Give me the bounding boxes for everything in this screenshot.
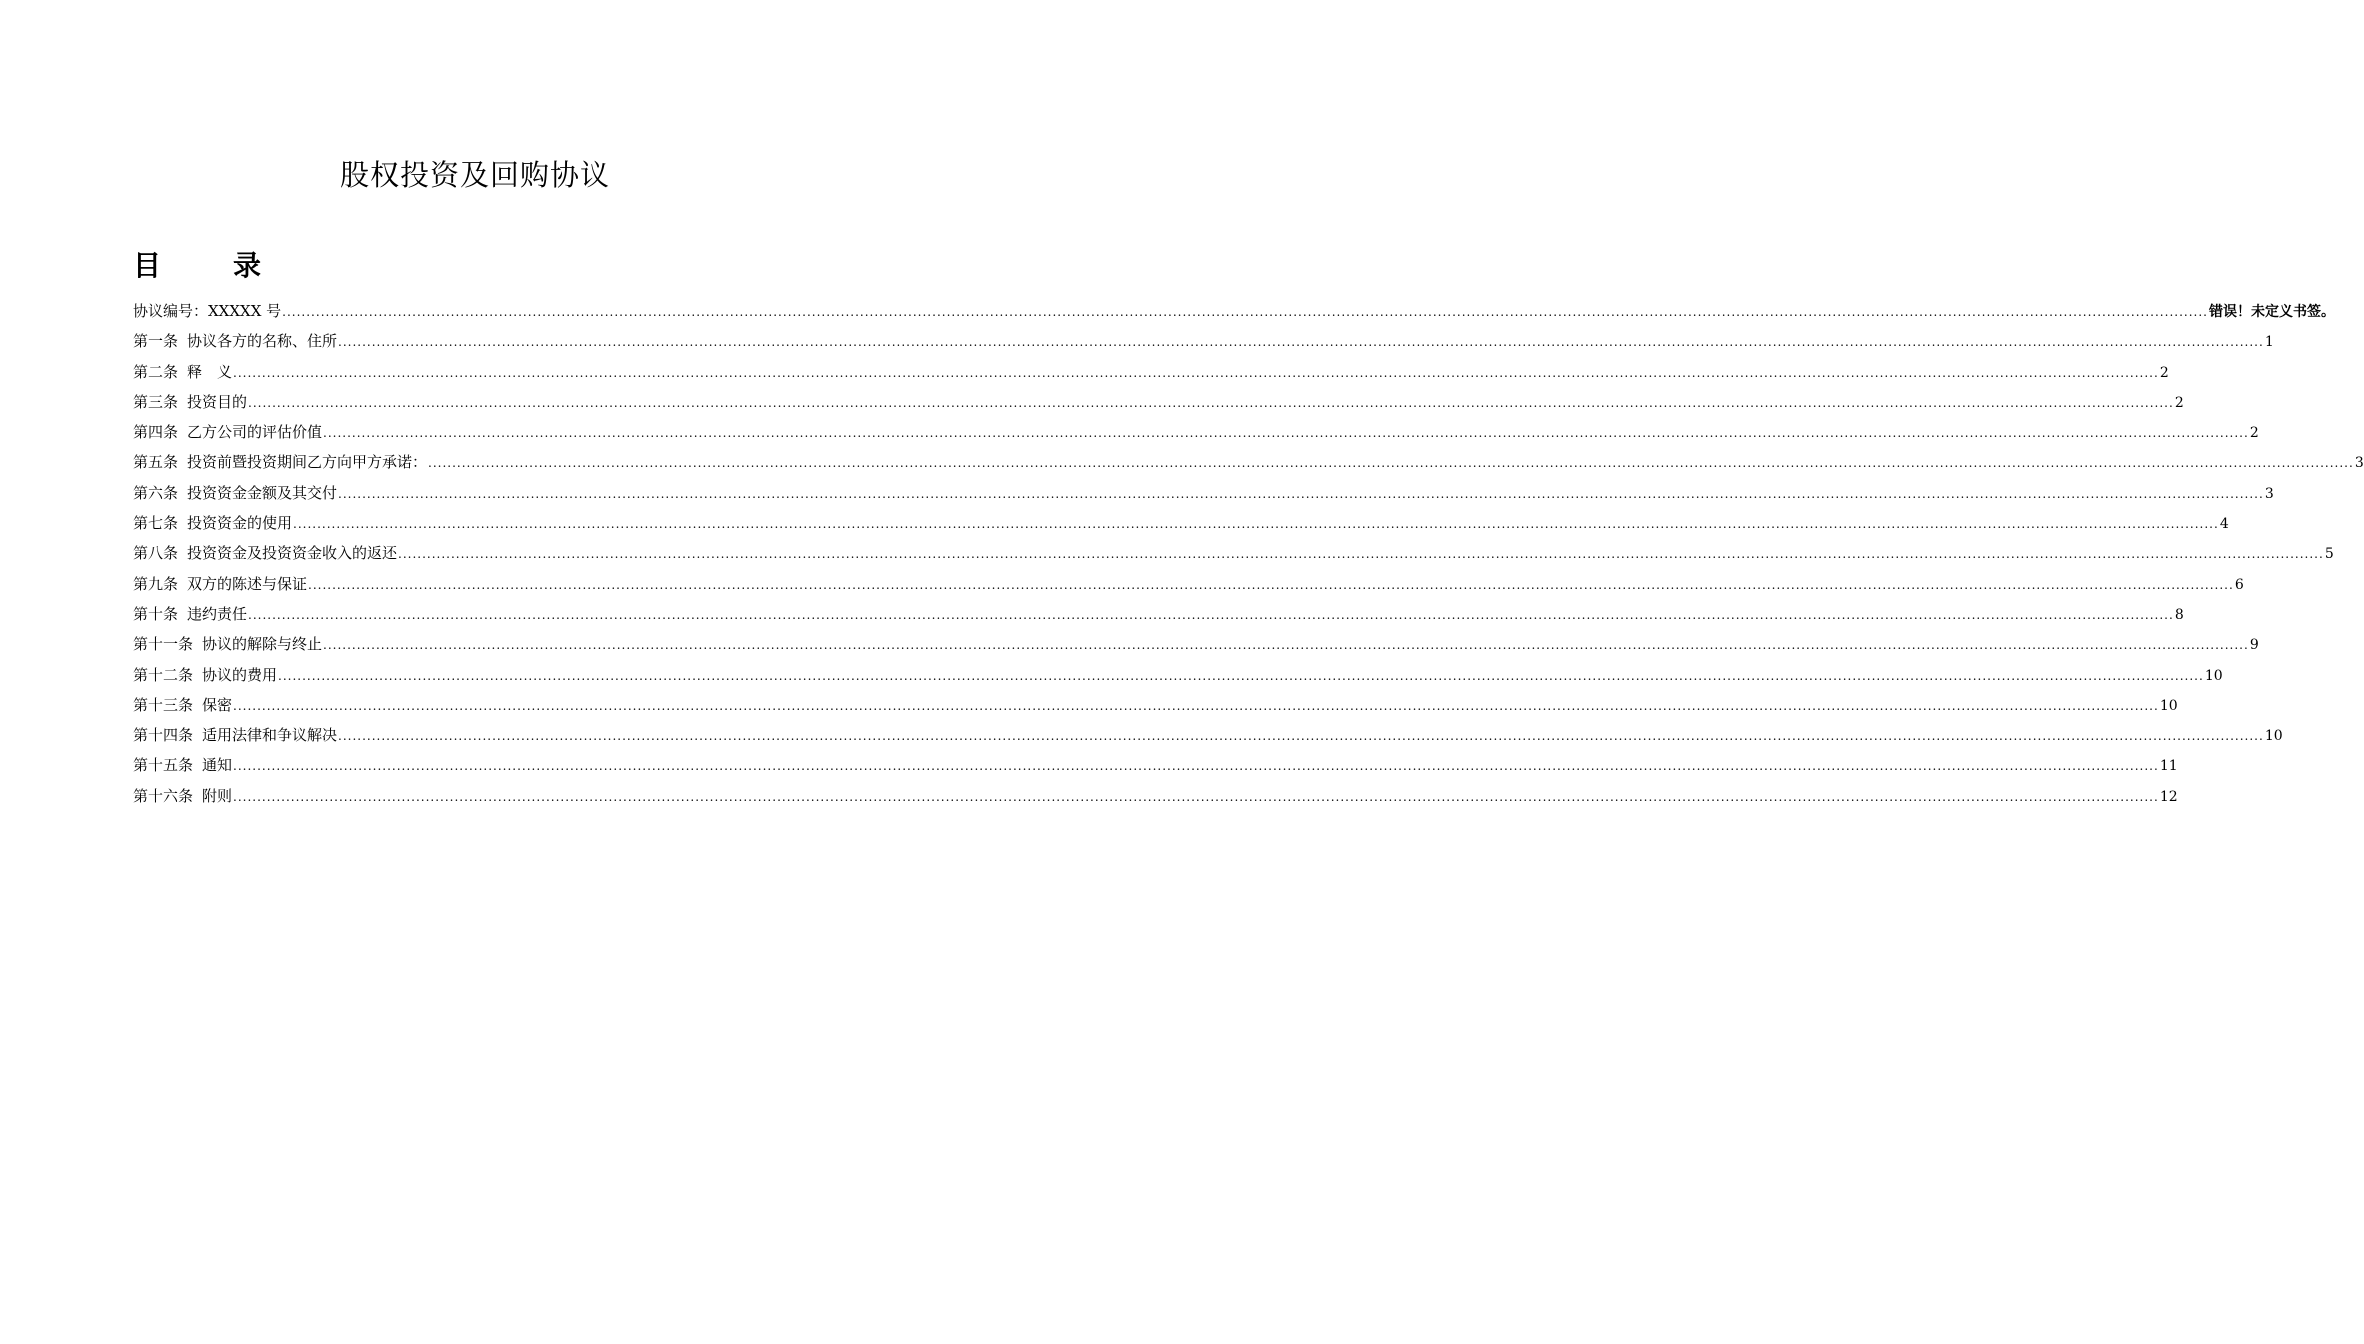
toc-entry-title: 通知 [202, 756, 233, 775]
toc-entry-label [133, 417, 322, 447]
toc-entry[interactable] [133, 326, 2274, 356]
toc-entry[interactable] [133, 478, 2274, 508]
toc-heading: 目 录 [133, 249, 284, 282]
toc-entry-label [133, 660, 277, 690]
toc-entry-label [133, 720, 337, 750]
toc-entry-title: 协议各方的名称、住所 [187, 332, 338, 351]
toc-entry-page-error: 错误！未定义书签。 [2208, 304, 2335, 320]
toc-entry-title: 投资前暨投资期间乙方向甲方承诺： [187, 453, 428, 472]
toc-dot-leader: ................................................................................................................................................................................................................................................................................................................................................................................................................ [278, 668, 2204, 683]
toc-entry[interactable] [133, 720, 2283, 750]
toc-entry-page: 12 [2159, 788, 2178, 805]
toc-entry-label [133, 599, 247, 629]
toc-entry-title: 协议的费用 [202, 665, 278, 684]
toc-entry-title: 投资资金的使用 [187, 514, 293, 533]
toc-entry-number: 第七条 [133, 514, 179, 533]
toc-entry-number: 第十五条 [133, 756, 194, 775]
toc-entry[interactable] [133, 357, 2169, 387]
toc-entry[interactable] [133, 296, 2335, 326]
toc-entry-title: 投资资金及投资资金收入的返还 [187, 544, 398, 563]
toc-dot-leader: ................................................................................................................................................................................................................................................................................................................................................................................................................ [248, 607, 2174, 622]
toc-dot-leader: ................................................................................................................................................................................................................................................................................................................................................................................................................ [398, 547, 2324, 562]
table-of-contents [133, 296, 2364, 811]
toc-entry-label [133, 387, 247, 417]
toc-entry[interactable] [133, 387, 2184, 417]
toc-dot-leader: ................................................................................................................................................................................................................................................................................................................................................................................................................ [233, 365, 2159, 380]
toc-entry-page: 2 [2174, 394, 2184, 411]
toc-entry[interactable] [133, 538, 2334, 568]
toc-entry-number: 第一条 [133, 332, 179, 351]
toc-entry-title: 双方的陈述与保证 [187, 574, 308, 593]
toc-entry-page: 6 [2234, 576, 2244, 593]
toc-entry-label [133, 538, 397, 568]
toc-entry-title: 附则 [202, 786, 233, 805]
toc-dot-leader: ................................................................................................................................................................................................................................................................................................................................................................................................................ [293, 517, 2219, 532]
toc-entry-label [133, 296, 281, 326]
toc-entry-label [133, 690, 232, 720]
toc-entry-number: 第九条 [133, 574, 179, 593]
toc-entry-page: 10 [2204, 667, 2223, 684]
toc-entry-title: 违约责任 [187, 604, 248, 623]
toc-dot-leader: ................................................................................................................................................................................................................................................................................................................................................................................................................ [233, 759, 2159, 774]
toc-entry-number: 第二条 [133, 362, 179, 381]
toc-entry-number: 第十三条 [133, 695, 194, 714]
toc-entry-label [133, 357, 232, 387]
toc-entry-title: 协议编号：XXXXX 号 [133, 302, 282, 320]
toc-dot-leader: ................................................................................................................................................................................................................................................................................................................................................................................................................ [338, 335, 2264, 350]
toc-dot-leader: ................................................................................................................................................................................................................................................................................................................................................................................................................ [233, 789, 2159, 804]
toc-entry[interactable] [133, 660, 2223, 690]
toc-entry-number: 第八条 [133, 544, 179, 563]
toc-dot-leader: ................................................................................................................................................................................................................................................................................................................................................................................................................ [323, 426, 2249, 441]
toc-entry[interactable] [133, 508, 2229, 538]
toc-entry-title: 释 义 [187, 362, 233, 381]
toc-entry-label [133, 569, 307, 599]
toc-entry-number: 第四条 [133, 423, 179, 442]
toc-dot-leader: ................................................................................................................................................................................................................................................................................................................................................................................................................ [338, 486, 2264, 501]
toc-entry[interactable] [133, 569, 2244, 599]
toc-dot-leader: ................................................................................................................................................................................................................................................................................................................................................................................................................ [308, 577, 2234, 592]
toc-entry-label [133, 447, 427, 477]
toc-entry-title: 协议的解除与终止 [202, 635, 323, 654]
toc-entry[interactable] [133, 781, 2178, 811]
toc-entry[interactable] [133, 599, 2184, 629]
toc-entry-page: 3 [2354, 455, 2364, 472]
toc-entry-label [133, 629, 322, 659]
toc-entry-page: 3 [2264, 485, 2274, 502]
toc-entry-title: 投资目的 [187, 392, 248, 411]
toc-entry-number: 第六条 [133, 483, 179, 502]
toc-entry-page: 8 [2174, 606, 2184, 623]
toc-entry-number: 第十四条 [133, 726, 194, 745]
toc-entry-page: 10 [2159, 697, 2178, 714]
toc-entry-number: 第十六条 [133, 786, 194, 805]
toc-entry-label [133, 326, 337, 356]
toc-entry-page: 4 [2219, 516, 2229, 533]
toc-entry-label [133, 478, 337, 508]
toc-entry-title: 乙方公司的评估价值 [187, 423, 323, 442]
toc-entry-page: 10 [2264, 728, 2283, 745]
toc-entry-page: 2 [2159, 364, 2169, 381]
toc-entry[interactable] [133, 447, 2364, 477]
toc-dot-leader: ................................................................................................................................................................................................................................................................................................................................................................................................................ [338, 729, 2264, 744]
toc-entry-page: 1 [2264, 334, 2274, 351]
toc-entry[interactable] [133, 629, 2259, 659]
toc-entry-number: 第三条 [133, 392, 179, 411]
toc-entry[interactable] [133, 417, 2259, 447]
toc-dot-leader: ................................................................................................................................................................................................................................................................................................................................................................................................................ [233, 698, 2159, 713]
toc-entry-number: 第十条 [133, 604, 179, 623]
toc-dot-leader: ................................................................................................................................................................................................................................................................................................................................................................................................................ [323, 638, 2249, 653]
toc-entry-label [133, 508, 292, 538]
toc-entry[interactable] [133, 750, 2178, 780]
toc-entry-number: 第十一条 [133, 635, 194, 654]
toc-entry-label [133, 750, 232, 780]
toc-dot-leader: ................................................................................................................................................................................................................................................................................................................................................................................................................ [248, 395, 2174, 410]
toc-entry-page: 2 [2249, 425, 2259, 442]
toc-entry-title: 保密 [202, 695, 233, 714]
toc-dot-leader: ................................................................................................................................................................................................................................................................................................................................................................................................................ [428, 456, 2354, 471]
toc-entry-title: 投资资金金额及其交付 [187, 483, 338, 502]
toc-entry-page: 11 [2159, 758, 2178, 775]
toc-dot-leader: ................................................................................................................................................................................................................................................................................................................................................................................................................ [282, 305, 2208, 319]
toc-entry[interactable] [133, 690, 2178, 720]
toc-entry-label [133, 781, 232, 811]
toc-entry-number: 第十二条 [133, 665, 194, 684]
toc-entry-page: 5 [2324, 546, 2334, 563]
toc-entry-number: 第五条 [133, 453, 179, 472]
toc-entry-title: 适用法律和争议解决 [202, 726, 338, 745]
toc-entry-page: 9 [2249, 637, 2259, 654]
document-title: 股权投资及回购协议 [339, 158, 610, 192]
